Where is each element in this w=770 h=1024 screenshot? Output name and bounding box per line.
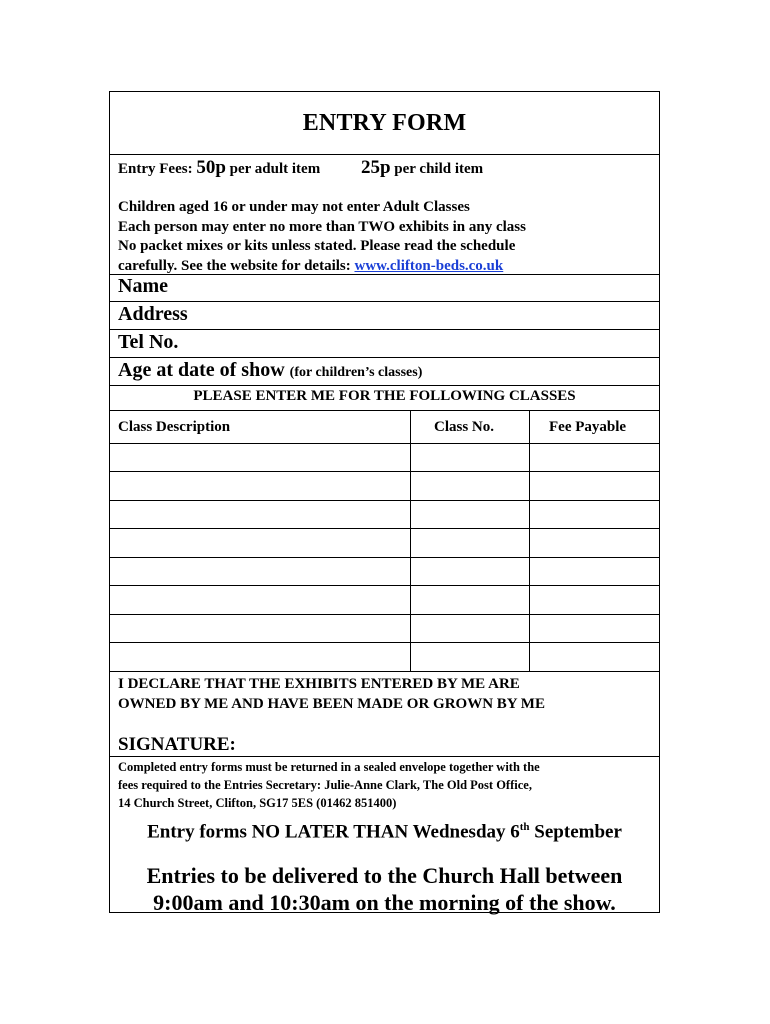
deadline-ordinal: th (519, 821, 530, 833)
classes-heading (110, 386, 659, 408)
address-label: Address (118, 303, 188, 325)
deadline (110, 821, 659, 843)
rule-line-prefix: carefully. See the website for details: (118, 257, 351, 274)
rules-text (118, 198, 526, 276)
column-header-description: Class Description (118, 419, 231, 435)
classes-heading-text: PLEASE ENTER ME FOR THE FOLLOWING CLASSES (193, 388, 576, 404)
fees-label: Entry Fees: (118, 161, 193, 177)
address-field[interactable] (110, 302, 659, 330)
child-fee-text: per child item (394, 161, 484, 177)
rule-line: Children aged 16 or under may not enter Adult Classes (118, 199, 470, 215)
notice-line: 14 Church Street, Clifton, SG17 5ES (01462 851400) (118, 796, 397, 810)
declaration (118, 674, 545, 714)
deadline-prefix: Entry forms NO LATER THAN Wednesday 6 (147, 821, 520, 843)
notice-line: fees required to the Entries Secretary: Julie-Anne Clark, The Old Post Office, (118, 778, 532, 792)
fees-and-rules (110, 154, 659, 275)
age-label-text: Age at date of show (118, 359, 285, 381)
rule-line: No packet mixes or kits unless stated. Please read the schedule (118, 238, 516, 254)
return-notice (118, 758, 540, 812)
column-divider (529, 411, 530, 671)
tel-field[interactable] (110, 330, 659, 358)
age-label (118, 359, 422, 382)
title-row (110, 92, 659, 155)
table-row-divider (110, 443, 659, 444)
column-divider (410, 411, 411, 671)
child-fee: 25p (360, 157, 391, 178)
tel-label: Tel No. (118, 331, 179, 353)
classes-table (110, 410, 659, 672)
column-header-fee: Fee Payable (549, 419, 627, 435)
signature-line[interactable] (110, 756, 659, 757)
fees-line (118, 157, 483, 179)
website-link[interactable]: www.clifton-beds.co.uk (354, 257, 504, 274)
notice-line: Completed entry forms must be returned in a sealed envelope together with the (118, 760, 540, 774)
age-label-note: (for children’s classes) (289, 365, 423, 380)
delivery-notice (110, 862, 659, 916)
table-row-divider (110, 642, 659, 643)
table-row-divider (110, 557, 659, 558)
signature-label: SIGNATURE: (118, 734, 236, 755)
deadline-suffix: September (529, 821, 622, 843)
delivery-line: 9:00am and 10:30am on the morning of the show. (153, 890, 616, 915)
name-label: Name (118, 275, 168, 297)
rule-line: Each person may enter no more than TWO exhibits in any class (118, 218, 526, 235)
form-title: ENTRY FORM (302, 110, 467, 136)
table-row-divider (110, 500, 659, 501)
table-row-divider (110, 585, 659, 586)
declaration-line: I DECLARE THAT THE EXHIBITS ENTERED BY ME ARE (118, 676, 520, 692)
adult-fee-text: per adult item (229, 161, 321, 177)
delivery-line: Entries to be delivered to the Church Hall between (146, 863, 623, 888)
adult-fee: 50p (196, 157, 226, 178)
declaration-line: OWNED BY ME AND HAVE BEEN MADE OR GROWN BY ME (118, 696, 545, 712)
column-header-class-no: Class No. (434, 419, 495, 435)
entry-form (109, 91, 660, 913)
age-field[interactable] (110, 358, 659, 386)
name-field[interactable] (110, 274, 659, 302)
table-row-divider (110, 528, 659, 529)
table-row-divider (110, 471, 659, 472)
table-row-divider (110, 614, 659, 615)
